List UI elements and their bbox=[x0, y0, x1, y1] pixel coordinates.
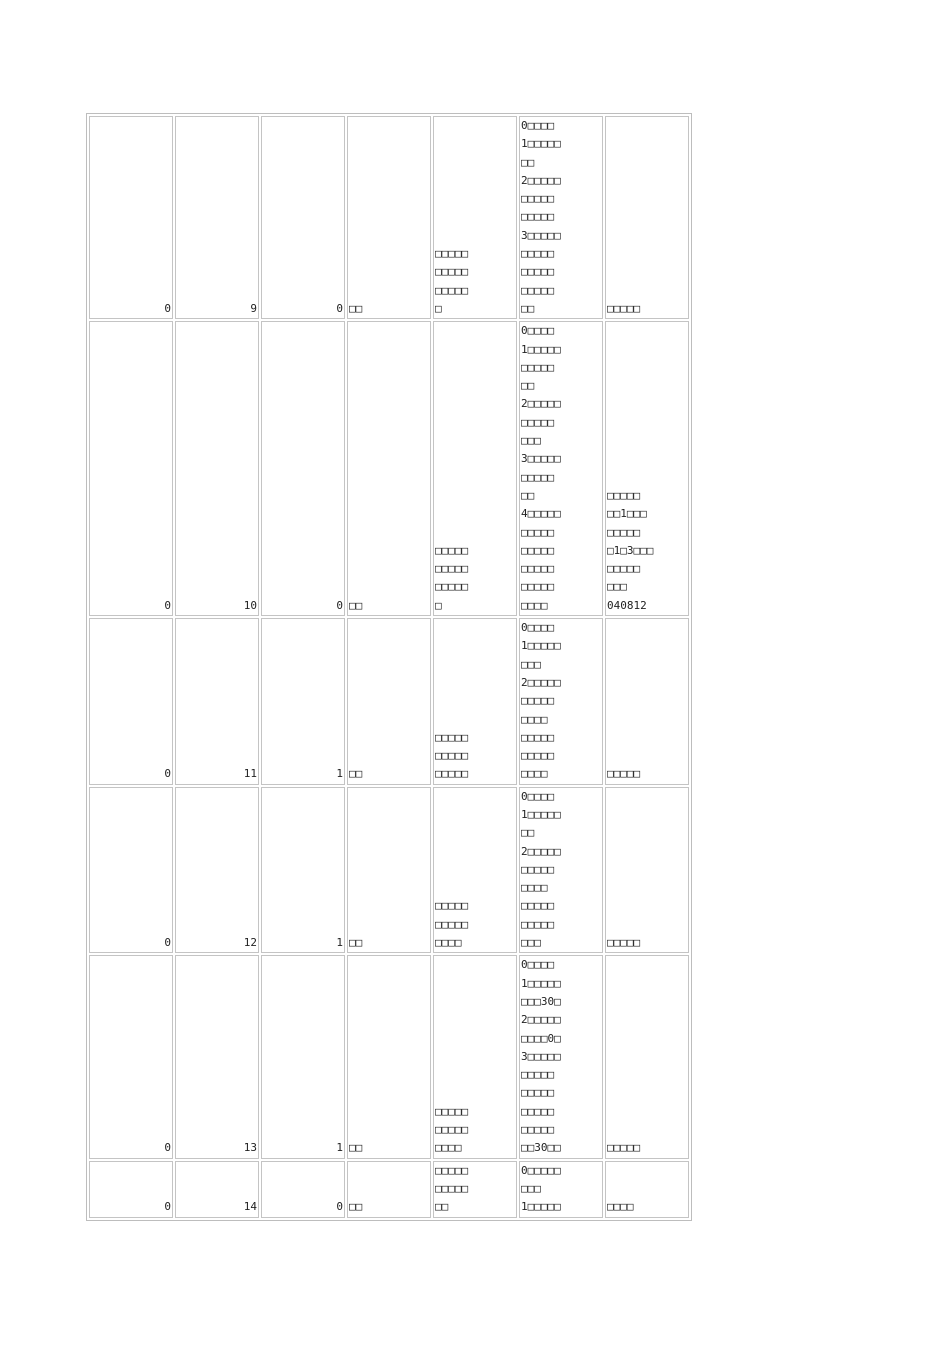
cell-col2: 13 bbox=[175, 955, 259, 1158]
cell-col2: 12 bbox=[175, 787, 259, 954]
cell-col2: 11 bbox=[175, 618, 259, 785]
cell-col6: 0□□□□ 1□□□□□ □□□ 2□□□□□ □□□□□ □□□□ □□□□□ □□□□□ □□□□ bbox=[519, 618, 603, 785]
cell-col3: 0 bbox=[261, 116, 345, 319]
cell-col4: □□ bbox=[347, 116, 431, 319]
cell-col5: □□□□□ □□□□□ □□□□□ □ bbox=[433, 116, 517, 319]
cell-col5: □□□□□ □□□□□ □□ bbox=[433, 1161, 517, 1218]
cell-col1: 0 bbox=[89, 618, 173, 785]
cell-col6: 0□□□□ 1□□□□□ □□ 2□□□□□ □□□□□ □□□□□ 3□□□□□ □□□□□ □□□□□ □□□□□ □□ bbox=[519, 116, 603, 319]
cell-col6: 0□□□□ 1□□□□□ □□ 2□□□□□ □□□□□ □□□□ □□□□□ □□□□□ □□□ bbox=[519, 787, 603, 954]
cell-col4: □□ bbox=[347, 787, 431, 954]
cell-col1: 0 bbox=[89, 787, 173, 954]
cell-col4: □□ bbox=[347, 1161, 431, 1218]
table-row bbox=[89, 116, 689, 319]
cell-col5: □□□□□ □□□□□ □□□□□ □ bbox=[433, 321, 517, 616]
cell-col1: 0 bbox=[89, 321, 173, 616]
cell-col7: □□□□□ bbox=[605, 618, 689, 785]
cell-col4: □□ bbox=[347, 321, 431, 616]
cell-col2: 14 bbox=[175, 1161, 259, 1218]
cell-col3: 1 bbox=[261, 787, 345, 954]
table-row bbox=[89, 321, 689, 616]
cell-col5: □□□□□ □□□□□ □□□□□ bbox=[433, 618, 517, 785]
table-row bbox=[89, 787, 689, 954]
cell-col7: □□□□□ bbox=[605, 787, 689, 954]
cell-col3: 1 bbox=[261, 618, 345, 785]
cell-col1: 0 bbox=[89, 1161, 173, 1218]
table-row bbox=[89, 955, 689, 1158]
cell-col7: □□□□ bbox=[605, 1161, 689, 1218]
cell-col2: 9 bbox=[175, 116, 259, 319]
cell-col6: 0□□□□□ □□□ 1□□□□□ bbox=[519, 1161, 603, 1218]
cell-col3: 0 bbox=[261, 1161, 345, 1218]
cell-col3: 1 bbox=[261, 955, 345, 1158]
cell-col6: 0□□□□ 1□□□□□ □□□30□ 2□□□□□ □□□□0□ 3□□□□□ □□□□□ □□□□□ □□□□□ □□□□□ □□30□□ bbox=[519, 955, 603, 1158]
cell-col2: 10 bbox=[175, 321, 259, 616]
cell-col7: □□□□□ bbox=[605, 955, 689, 1158]
cell-col5: □□□□□ □□□□□ □□□□ bbox=[433, 787, 517, 954]
data-table bbox=[86, 113, 692, 1221]
cell-col6: 0□□□□ 1□□□□□ □□□□□ □□ 2□□□□□ □□□□□ □□□ 3□□□□□ □□□□□ □□ 4□□□□□ □□□□□ □□□□□ □□□□□ □□□□□ □□□□ bbox=[519, 321, 603, 616]
cell-col3: 0 bbox=[261, 321, 345, 616]
cell-col1: 0 bbox=[89, 955, 173, 1158]
cell-col4: □□ bbox=[347, 618, 431, 785]
table-row bbox=[89, 618, 689, 785]
cell-col7: □□□□□ bbox=[605, 116, 689, 319]
cell-col5: □□□□□ □□□□□ □□□□ bbox=[433, 955, 517, 1158]
table-row bbox=[89, 1161, 689, 1218]
cell-col1: 0 bbox=[89, 116, 173, 319]
cell-col4: □□ bbox=[347, 955, 431, 1158]
cell-col7: □□□□□ □□1□□□ □□□□□ □1□3□□□ □□□□□ □□□ 040812 bbox=[605, 321, 689, 616]
